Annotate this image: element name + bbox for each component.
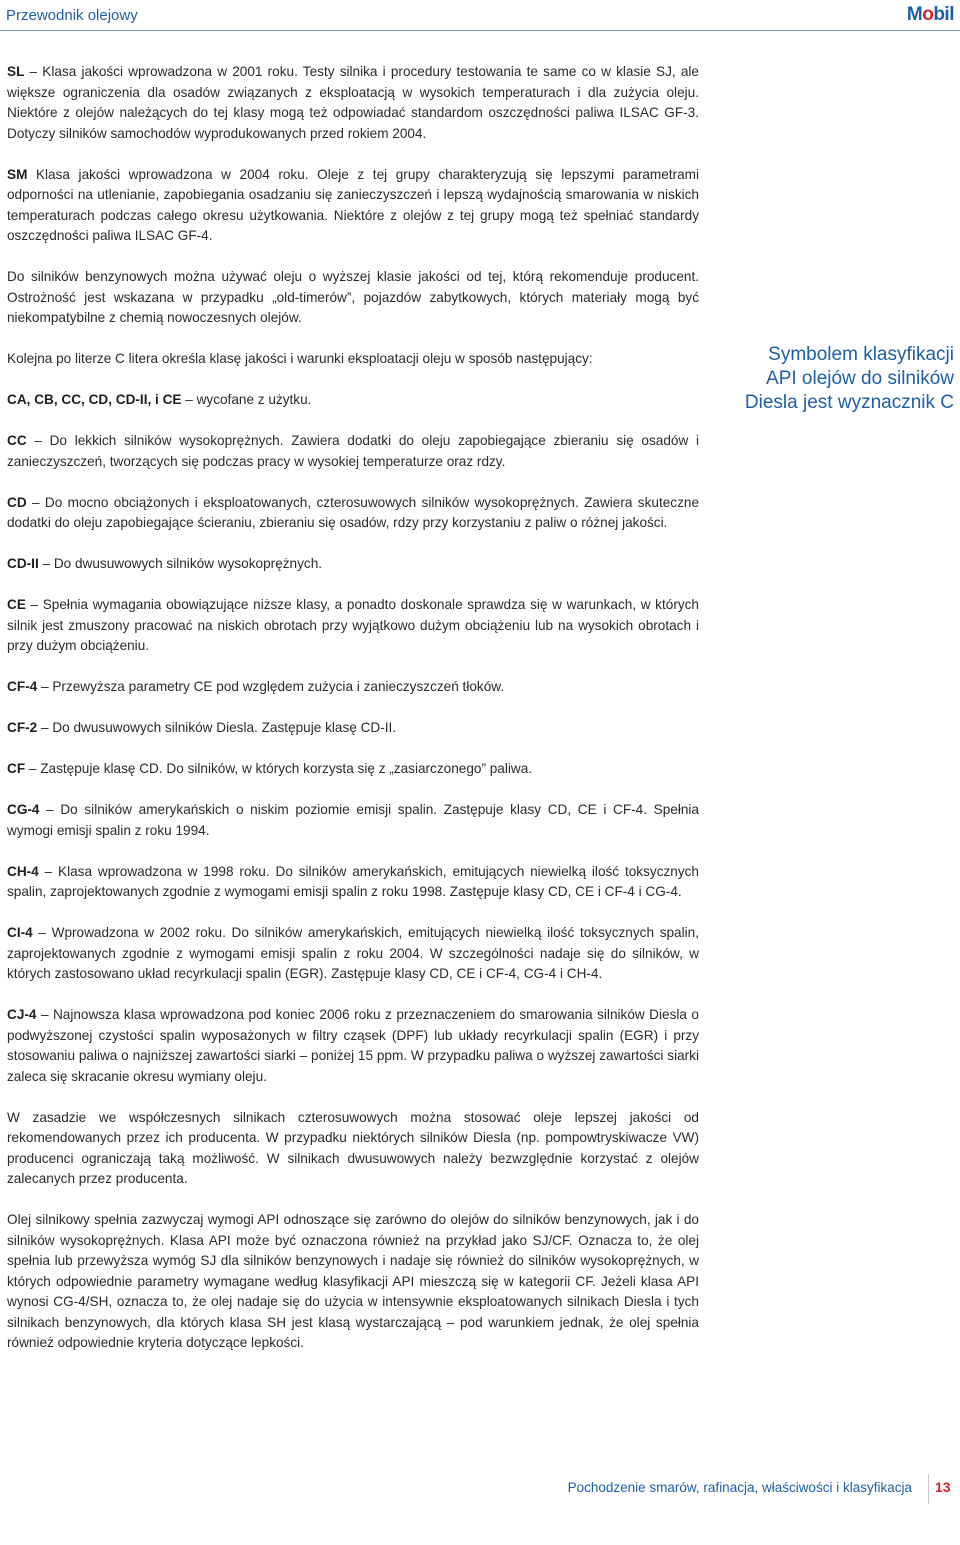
paragraph-cd-ii: [7, 554, 699, 575]
page-header: [0, 0, 960, 30]
logo-part-o: o: [922, 4, 934, 25]
paragraph-text: – Najnowsza klasa wprowadzona pod koniec 2006 roku z przeznaczeniem do smarowania silników Diesla o podwyższonej czystości spalin wyposażonych w filtry cząsek (DPF) lub układy recyrkulacji spalin (EGR) i przy stosowaniu paliwa o najniższej zawartości siarki – poniżej 15 ppm. W przypadku paliwa o wyższej zawartości siarki zaleca się skracanie okresu wymiany oleju.: [7, 1007, 699, 1084]
paragraph-text: Kolejna po literze C litera określa klasę jakości i warunki eksploatacji oleju w sposób następujący:: [7, 351, 593, 366]
class-code: CH-4: [7, 863, 39, 879]
class-code: CF-2: [7, 720, 38, 735]
paragraph-text: – Wprowadzona w 2002 roku. Do silników amerykańskich, emitujących niewielką ilość toksycznych spalin, zaprojektowanych zgodnie z wymogami emisji spalin z roku 2004. W szczególności nadaje się do silników, w których zastosowano układ recyrkulacji spalin (EGR). Zastępuje klasy CD, CE i CF-4, CG-4 i CH-4.: [7, 925, 699, 981]
class-code: CG-4: [7, 802, 40, 817]
paragraph-text: – Zastępuje klasę CD. Do silników, w których korzysta się z „zasiarczonego” paliwa.: [25, 761, 533, 776]
paragraph-sl: [7, 62, 699, 144]
callout-line: Symbolem klasyfikacji: [768, 344, 954, 365]
paragraph-text: Do silników benzynowych można używać oleju o wyższej klasie jakości od tej, którą rekomenduje producent. Ostrożność jest wskazana w przypadku „old-timerów”, pojazdów zabytkowych, których materiały mogą być niekompatybilne z chemią nowoczesnych olejów.: [7, 269, 699, 325]
class-code: SM: [7, 166, 28, 182]
logo-part-m: M: [906, 4, 923, 25]
paragraph-api-dual-note: [7, 1210, 699, 1354]
paragraph-text: Klasa jakości wprowadzona w 2004 roku. Oleje z tej grupy charakteryzują się lepszymi parametrami odporności na utlenianie, zapobiegania osadzaniu się zanieczyszczeń i lepszą wydajnością smarowania w niskich temperaturach podczas całego okresu użytkowania. Niektóre z olejów z tej grupy mogą też spełniać standardy oszczędności paliwa ILSAC GF-4.: [7, 166, 699, 243]
paragraph-withdrawn: [7, 390, 699, 411]
paragraph-text: – Klasa jakości wprowadzona w 2001 roku. Testy silnika i procedury testowania te same co w klasie SJ, ale większe ograniczenia dla osadów związanych z eksploatacją w wysokich temperaturach i dla zużycia oleju. Niektóre z olejów należących do tej klasy mogą też odpowiadać standardom oszczędności paliwa ILSAC GF-3. Dotyczy silników samochodów wyprodukowanych przed rokiem 2004.: [7, 64, 699, 141]
footer-divider: [928, 1474, 929, 1504]
class-code: CD-II: [7, 556, 39, 571]
logo-part-bil: bil: [933, 4, 954, 25]
paragraph-cf: [7, 759, 699, 780]
paragraph-text: – Do silników amerykańskich o niskim poziomie emisji spalin. Zastępuje klasy CD, CE i CF-4. Spełnia wymogi emisji spalin z roku 1994.: [7, 802, 699, 838]
paragraph-cj-4: [7, 1005, 699, 1087]
class-code: CF: [7, 761, 26, 776]
class-code: CA, CB, CC, CD, CD-II, i CE: [7, 392, 182, 407]
paragraph-cg-4: [7, 800, 699, 841]
paragraph-cf-4: [7, 677, 699, 698]
paragraph-c-intro: [7, 349, 699, 370]
paragraph-text: W zasadzie we współczesnych silnikach czterosuwowych można stosować oleje lepszej jakości od rekomendowanych przez ich producenta. W przypadku niektórych silników Diesla (np. pompowtryskiwacze VW) producenci ograniczają taką możliwość. W silnikach dwusuwowych należy bezwzględnie korzystać z olejów zalecanych przez producenta.: [7, 1109, 699, 1186]
paragraph-text: – Przewyższa parametry CE pod względem zużycia i zanieczyszczeń tłoków.: [37, 679, 505, 694]
class-code: CC: [7, 433, 27, 448]
callout-line: Diesla jest wyznacznik C: [744, 392, 954, 413]
class-code: CE: [7, 597, 26, 612]
side-callout: [722, 343, 954, 415]
paragraph-ce: [7, 595, 699, 657]
paragraph-text: – Do mocno obciążonych i eksploatowanych, czterosuwowych silników wysokoprężnych. Zawiera skuteczne dodatki do oleju zapobiegające ścieraniu, zbieraniu się osadów, rdzy przy korzystaniu z paliw o różnej jakości.: [7, 494, 699, 530]
callout-line: API olejów do silników: [766, 368, 954, 389]
class-code: CJ-4: [7, 1007, 37, 1022]
paragraph-cc: [7, 431, 699, 472]
paragraph-text: – Klasa wprowadzona w 1998 roku. Do silników amerykańskich, emitujących niewielką ilość toksycznych spalin, zaprojektowanych zgodnie z wymogami emisji spalin z roku 1998. Zastępuje klasy CD, CE i CF-4 i CG-4.: [7, 863, 699, 899]
class-code: CD: [7, 494, 27, 510]
paragraph-text: – Do lekkich silników wysokoprężnych. Zawiera dodatki do oleju zapobiegające zbieraniu się osadów i zanieczyszczeń, tworzących się podczas pracy w wysokiej temperaturze oraz rdzy.: [7, 433, 699, 469]
main-content: [7, 62, 699, 1374]
class-code: CF-4: [7, 679, 38, 694]
paragraph-ch-4: [7, 862, 699, 903]
class-code: CI-4: [7, 925, 33, 940]
paragraph-text: – Do dwusuwowych silników wysokoprężnych.: [38, 556, 323, 571]
paragraph-ci-4: [7, 923, 699, 985]
footer-section-title: Pochodzenie smarów, rafinacja, właściwości i klasyfikacja: [567, 1480, 912, 1495]
paragraph-sm: [7, 165, 699, 247]
paragraph-cf-2: [7, 718, 699, 739]
paragraph-four-stroke-note: [7, 1108, 699, 1190]
header-divider: [0, 30, 960, 31]
page-footer: [0, 1474, 960, 1504]
document-title: Przewodnik olejowy: [6, 6, 138, 24]
mobil-logo: [907, 4, 954, 26]
paragraph-text: Olej silnikowy spełnia zazwyczaj wymogi API odnoszące się zarówno do olejów do silników benzynowych, jak i do silników wysokoprężnych. Klasa API może być oznaczona również na przykład jako SJ/CF. Oznacza to, że olej spełnia lub przewyższa wymóg SJ dla silników benzynowych i nadaje się również do silników wysokoprężnych, w których odpowiednie parametry wymagane według klasyfikacji API mieszczą się w kategorii CF. Jeżeli klasa API wynosi CG-4/SH, oznacza to, że olej nadaje się do użycia w intensywnie eksploatowanych silnikach Diesla i tych silnikach benzynowych, dla których klasa SH jest klasą wystarczającą – pod warunkiem jednak, że olej spełnia również odpowiednie kryteria dotyczące lepkości.: [7, 1212, 699, 1350]
paragraph-text: – wycofane z użytku.: [181, 392, 312, 407]
class-code: SL: [7, 64, 25, 79]
paragraph-text: – Do dwusuwowych silników Diesla. Zastępuje klasę CD-II.: [37, 720, 397, 735]
paragraph-text: – Spełnia wymagania obowiązujące niższe klasy, a ponadto doskonale sprawdza się w warunkach, w których silnik jest zmuszony pracować na niskich obrotach przy wyjątkowo dużym obciążeniu lub na wysokich obrotach i przy dużym obciążeniu.: [7, 597, 699, 653]
page-number: 13: [935, 1479, 951, 1495]
paragraph-cd: [7, 493, 699, 534]
paragraph-gasoline-note: [7, 267, 699, 329]
